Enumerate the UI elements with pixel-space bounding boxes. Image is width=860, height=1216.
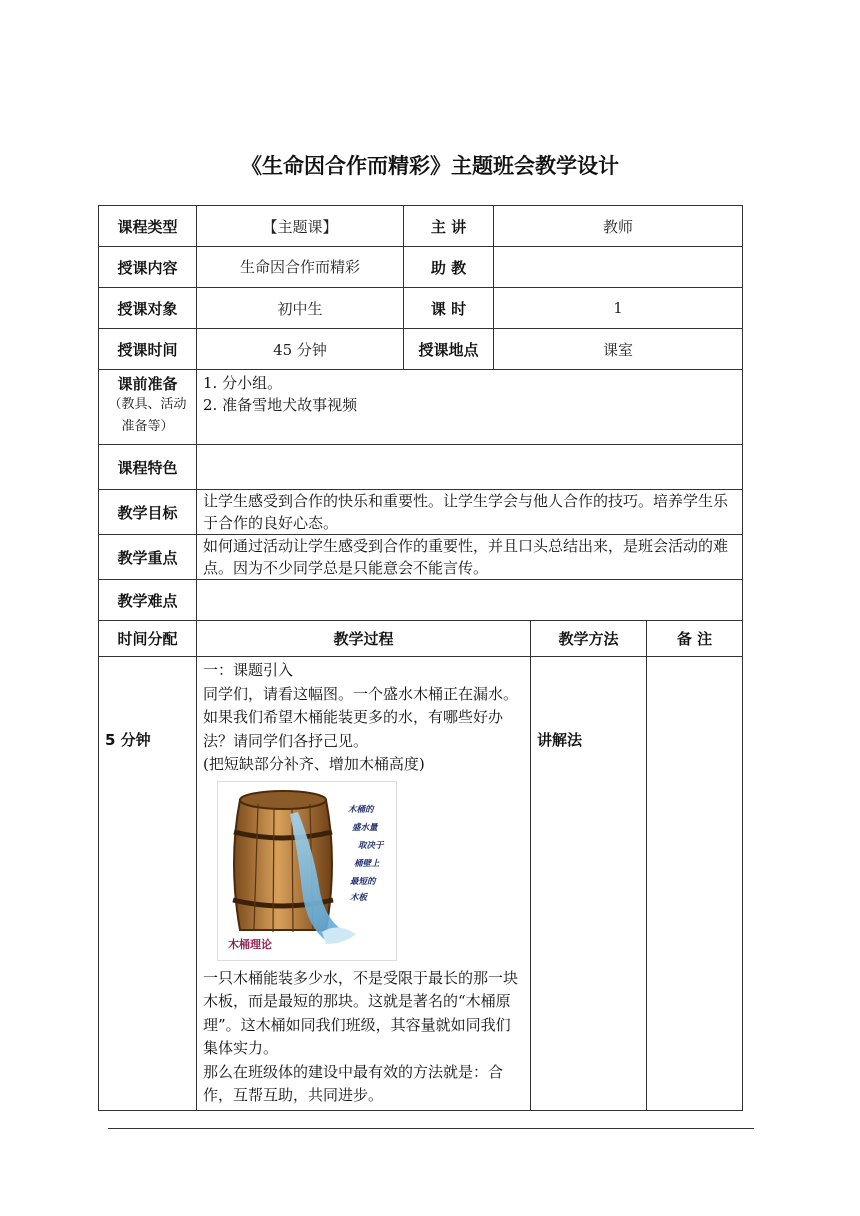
prep-item: 1. 分小组。: [203, 374, 283, 392]
prep-label-cell: [99, 370, 197, 445]
content-value: 生命因合作而精彩: [197, 247, 404, 288]
audience-label: 授课对象: [99, 288, 197, 329]
process-para: 一只木桶能装多少水，不是受限于最长的那一块木板，而是最短的那块。这就是著名的“木桶原理”。这木桶如同我们班级，其容量就如同我们集体实力。: [203, 968, 519, 1057]
header-note: 备 注: [647, 621, 743, 657]
process-heading: 一：课题引入: [203, 661, 294, 679]
assistant-value: [494, 247, 743, 288]
lecturer-value: 教师: [494, 206, 743, 247]
prep-item: 2. 准备雪地犬故事视频: [203, 396, 358, 414]
prep-label: 课前准备: [117, 375, 178, 393]
process-note: [647, 657, 743, 1111]
process-para: (把短缺部分补齐、增加木桶高度): [203, 755, 425, 773]
features-value: [197, 445, 743, 490]
image-text-line: 木桶的: [348, 804, 374, 815]
page-title: 《生命因合作而精彩》主题班会教学设计: [241, 154, 619, 178]
lecturer-label: 主 讲: [404, 206, 494, 247]
header-process: 教学过程: [197, 621, 531, 657]
hours-value: 1: [494, 288, 743, 329]
image-text-line: 最短的: [350, 876, 376, 887]
place-value: 课室: [494, 329, 743, 370]
keypoint-label: 教学重点: [99, 535, 197, 580]
place-label: 授课地点: [404, 329, 494, 370]
time-label: 授课时间: [99, 329, 197, 370]
prep-items: [197, 370, 743, 445]
process-para: 同学们，请看这幅图。一个盛水木桶正在漏水。如果我们希望木桶能装更多的水，有哪些好办法？请同学们各抒己见。: [203, 684, 519, 750]
content-label: 授课内容: [99, 247, 197, 288]
image-text-line: 木板: [350, 892, 368, 903]
barrel-image: [217, 781, 397, 961]
header-method: 教学方法: [531, 621, 647, 657]
goal-label: 教学目标: [99, 490, 197, 535]
time-value: 45 分钟: [197, 329, 404, 370]
features-label: 课程特色: [99, 445, 197, 490]
keypoint-value: 如何通过活动让学生感受到合作的重要性，并且口头总结出来，是班会活动的难点。因为不少同学总是只能意会不能言传。: [197, 535, 743, 580]
difficulty-value: [197, 580, 743, 621]
process-content: [197, 657, 531, 1111]
image-text-line: 取决于: [358, 840, 384, 851]
goal-value: 让学生感受到合作的快乐和重要性。让学生学会与他人合作的技巧。培养学生乐于合作的良好心态。: [197, 490, 743, 535]
audience-value: 初中生: [197, 288, 404, 329]
header-time: 时间分配: [99, 621, 197, 657]
difficulty-label: 教学难点: [99, 580, 197, 621]
course-type-value: 【主题课】: [197, 206, 404, 247]
prep-sublabel: （教具、活动准备等）: [108, 397, 187, 434]
barrel-illustration: [218, 782, 396, 960]
image-text-line: 桶壁上: [354, 858, 380, 869]
assistant-label: 助 教: [404, 247, 494, 288]
lesson-plan-table: [98, 205, 743, 1111]
hours-label: 课 时: [404, 288, 494, 329]
process-para: 那么在班级体的建设中最有效的方法就是：合作，互帮互助，共同进步。: [203, 1062, 504, 1104]
process-time: 5 分钟: [99, 657, 197, 1111]
course-type-label: 课程类型: [99, 206, 197, 247]
footer-divider: [108, 1128, 754, 1129]
image-caption: 木桶理论: [228, 937, 272, 951]
process-method: 讲解法: [531, 657, 647, 1111]
image-text-line: 盛水量: [352, 822, 378, 833]
